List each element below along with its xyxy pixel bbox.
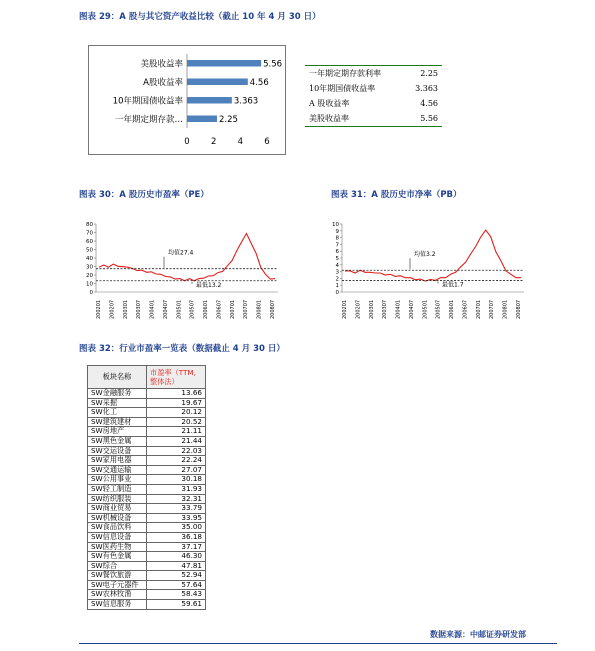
x-tick-label: 200401 [395,299,402,319]
returns-bar-chart [88,45,286,155]
industry-pe: 27.07 [147,465,206,475]
industry-row [88,475,206,485]
industry-row [88,571,206,581]
industry-name: SW金融服务 [88,389,147,399]
y-tick-label: 10 [332,222,339,228]
industry-row [88,408,206,418]
pb-history-chart [328,218,528,328]
y-tick-label: 2 [335,276,339,283]
bar-1 [187,79,248,86]
industry-pe: 32.31 [147,494,206,504]
y-tick-label: 30 [86,264,93,271]
bar-x-tick: 2 [210,137,217,147]
returns-label: A 股收益率 [309,99,350,108]
y-tick-label: 80 [86,222,93,228]
x-tick-label: 200307 [136,299,143,319]
x-tick-label: 200507 [189,299,196,319]
bar-category-label: 一年期定期存款… [114,114,183,125]
returns-value: 2.25 [420,69,438,78]
header-value: 市盈率（TTM,整体法） [147,366,206,389]
industry-pe: 33.95 [147,513,206,523]
y-tick-label: 3 [335,269,339,276]
caption-fig30: 图表 30：A 股历史市盈率（PE） [79,190,209,200]
industry-pe: 31.93 [147,484,206,494]
industry-pe: 20.12 [147,408,206,418]
bar-chart-svg [89,46,285,154]
industry-pe-table [87,365,206,610]
industry-pe: 58.43 [147,590,206,600]
returns-label: 10年期国债收益率 [309,84,376,93]
y-tick-label: 7 [335,242,339,249]
industry-pe: 35.00 [147,523,206,533]
x-tick-label: 200607 [462,299,469,319]
industry-row [88,436,206,446]
industry-pe: 21.44 [147,436,206,446]
x-tick-label: 200801 [502,299,509,319]
bar-x-tick: 6 [264,137,270,147]
industry-name: SW轻工制造 [88,484,147,494]
returns-row [305,66,442,82]
y-tick-label: 10 [86,281,93,288]
y-tick-label: 0 [89,290,93,296]
x-tick-label: 200701 [475,299,482,319]
industry-pe: 33.79 [147,504,206,514]
industry-row [88,523,206,533]
industry-pe: 30.18 [147,475,206,485]
returns-row [305,111,442,127]
data-source: 数据来源：中邮证券研发部 [430,630,526,639]
industry-row [88,504,206,514]
x-tick-label: 200707 [489,299,496,319]
x-tick-label: 200207 [109,299,116,319]
caption-fig31: 图表 31：A 股历史市净率（PB） [331,190,462,200]
industry-name: SW医药生物 [88,542,147,552]
industry-name: SW信息设备 [88,532,147,542]
bar-x-tick: 4 [237,137,244,147]
y-tick-label: 4 [335,262,339,269]
x-tick-label: 200701 [229,299,236,319]
x-tick-label: 200601 [203,299,210,319]
y-tick-label: 60 [86,239,93,245]
returns-row [305,96,442,111]
industry-name: SW机械设备 [88,513,147,523]
reference-label: 最低1.7 [442,281,464,289]
industry-pe: 13.66 [147,389,206,399]
bar-x-tick: 0 [184,137,190,147]
industry-pe: 22.03 [147,446,206,456]
header-name: 板块名称 [88,366,147,389]
x-tick-label: 200601 [449,299,456,319]
x-tick-label: 200801 [256,299,263,319]
x-tick-label: 200401 [149,299,156,319]
industry-pe: 22.24 [147,456,206,466]
reference-label: 均值27.4 [168,249,194,257]
industry-name: SW餐饮旅游 [88,571,147,581]
industry-pe: 19.67 [147,398,206,408]
y-tick-label: 6 [335,249,339,256]
bar-0 [187,60,261,67]
returns-value: 3.363 [415,84,438,93]
footer-rule [79,643,557,644]
industry-name: SW电子元器件 [88,580,147,590]
industry-pe: 47.81 [147,561,206,571]
y-tick-label: 0 [335,290,339,296]
series-line [99,234,275,281]
returns-label: 一年期定期存款利率 [309,69,381,78]
industry-name: SW家用电器 [88,456,147,466]
industry-name: SW综合 [88,561,147,571]
y-tick-label: 70 [86,230,93,237]
x-tick-label: 200407 [162,299,169,319]
bar-2 [187,97,232,104]
bar-value-label: 4.56 [249,77,269,88]
returns-table [305,65,442,127]
returns-row [305,81,442,96]
industry-row [88,456,206,466]
industry-name: SW采掘 [88,398,147,408]
industry-name: SW食品饮料 [88,523,147,533]
returns-value: 5.56 [420,114,438,123]
industry-name: SW纺织服装 [88,494,147,504]
bar-value-label: 5.56 [263,59,283,70]
industry-name: SW信息服务 [88,600,147,610]
x-tick-label: 200201 [342,299,348,319]
reference-label: 均值3.2 [414,251,436,259]
caption-fig32: 图表 32：行业市盈率一览表（数据截止 4 月 30 日） [79,344,285,354]
industry-name: SW房地产 [88,427,147,437]
returns-label: 美股收益率 [309,114,349,123]
y-tick-label: 50 [86,247,93,254]
x-tick-label: 200807 [270,299,276,319]
y-tick-label: 5 [335,256,339,262]
x-tick-label: 200407 [408,299,415,319]
industry-name: SW交运设备 [88,446,147,456]
industry-pe: 52.94 [147,571,206,581]
industry-pe: 36.18 [147,532,206,542]
industry-row [88,484,206,494]
bar-category-label: A股收益率 [143,77,183,88]
industry-name: SW黑色金属 [88,436,147,446]
y-tick-label: 9 [335,228,339,235]
industry-pe: 59.61 [147,600,206,610]
y-tick-label: 40 [86,256,93,262]
x-tick-label: 200501 [422,299,429,319]
industry-row [88,389,206,399]
industry-pe: 21.11 [147,427,206,437]
industry-pe: 37.17 [147,542,206,552]
bar-category-label: 美股收益率 [140,59,183,70]
industry-name: SW交通运输 [88,465,147,475]
industry-row [88,600,206,610]
bar-value-label: 2.25 [219,114,238,125]
x-tick-label: 200807 [516,299,522,319]
bar-category-label: 10年期国债收益率 [112,96,183,107]
x-tick-label: 200307 [382,299,389,319]
industry-pe: 57.64 [147,580,206,590]
industry-name: SW化工 [88,408,147,418]
caption-fig29: 图表 29：A 股与其它资产收益比较（截止 10 年 4 月 30 日） [79,12,321,22]
x-tick-label: 200207 [355,299,362,319]
x-tick-label: 200501 [176,299,183,319]
industry-name: SW有色金属 [88,552,147,562]
industry-pe: 20.52 [147,417,206,427]
y-tick-label: 8 [335,235,339,242]
y-tick-label: 20 [86,273,93,279]
x-tick-label: 200507 [435,299,442,319]
industry-row [88,552,206,562]
x-tick-label: 200707 [243,299,250,319]
industry-name: SW商业贸易 [88,504,147,514]
industry-name: SW公用事业 [88,475,147,485]
y-tick-label: 1 [335,283,339,290]
x-tick-label: 200301 [368,299,375,319]
pe-history-chart [82,218,282,328]
bar-3 [187,116,217,123]
reference-label: 最低13.2 [196,281,222,289]
x-tick-label: 200201 [96,299,102,319]
returns-value: 4.56 [420,99,438,108]
industry-pe: 46.30 [147,552,206,562]
industry-name: SW农林牧渔 [88,590,147,600]
bar-value-label: 3.363 [233,96,259,107]
industry-row [88,532,206,542]
x-tick-label: 200607 [216,299,223,319]
industry-name: SW建筑建材 [88,417,147,427]
x-tick-label: 200301 [122,299,129,319]
